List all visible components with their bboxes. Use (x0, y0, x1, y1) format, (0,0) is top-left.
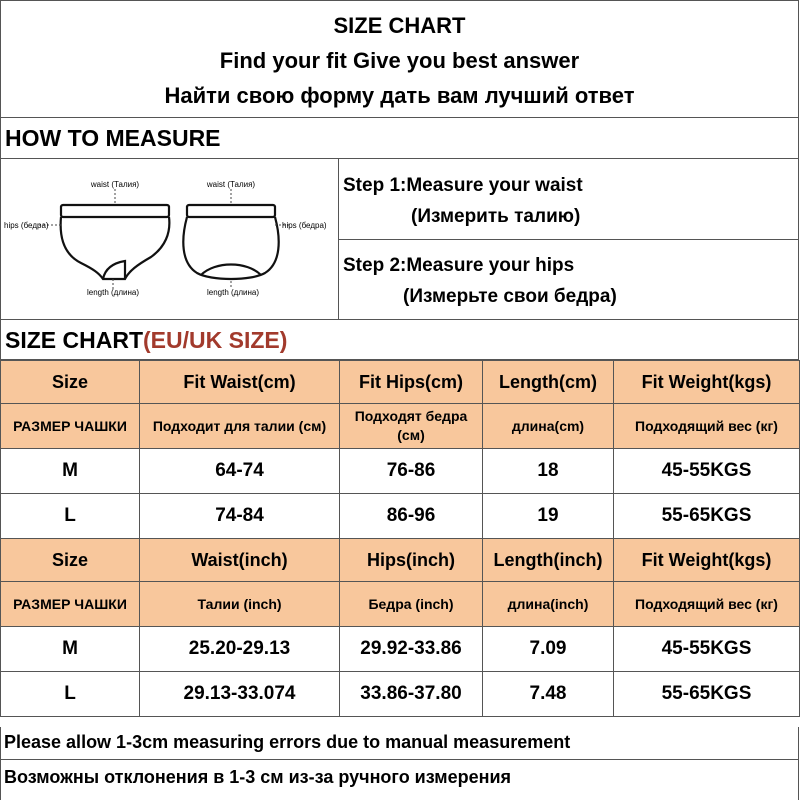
size-chart-heading-accent: (EU/UK SIZE) (143, 327, 288, 353)
cm-table-row-cell: 64-74 (140, 449, 340, 494)
cm-header-row-cell: Length(cm) (483, 361, 614, 404)
cm-table-row-cell: 76-86 (340, 449, 483, 494)
cm-header-row (1, 361, 800, 404)
footer-note-en: Please allow 1-3cm measuring errors due to manual measurement (0, 727, 799, 760)
inch-table-row-cell: M (1, 627, 140, 672)
step-2 (339, 239, 799, 319)
page-title: SIZE CHART (333, 13, 466, 38)
panties-diagram-icon (1, 159, 338, 319)
cm-header-row-cell: Fit Hips(cm) (340, 361, 483, 404)
inch-header-row-cell: Fit Weight(kgs) (614, 539, 800, 582)
title-block (0, 0, 799, 118)
length-label-right: length (длина) (206, 288, 260, 297)
back-seam-shape (201, 265, 261, 276)
inch-subheader-row (1, 582, 800, 627)
cm-table-row-cell: 19 (483, 494, 614, 539)
cm-table-row-cell: 74-84 (140, 494, 340, 539)
hips-label-left: hips (бедра) (4, 221, 49, 230)
inch-table-row-cell: L (1, 672, 140, 717)
cm-table-row-cell: 45-55KGS (614, 449, 800, 494)
length-label-left: length (длина) (86, 288, 140, 297)
size-chart-heading-text: SIZE CHART (5, 327, 143, 353)
inch-header-row-cell: Size (1, 539, 140, 582)
step-1-en: Step 1:Measure your waist (343, 175, 583, 196)
cm-table-row-cell: 18 (483, 449, 614, 494)
step-1 (339, 159, 799, 240)
cm-table-row (1, 494, 800, 539)
cm-subheader-row-cell: РАЗМЕР ЧАШКИ (1, 404, 140, 449)
front-gusset-shape (103, 261, 125, 279)
cm-subheader-row-cell: Подходящий вес (кг) (614, 404, 800, 449)
cm-subheader-row (1, 404, 800, 449)
inch-table-row-cell: 25.20-29.13 (140, 627, 340, 672)
subtitle-en: Find your fit Give you best answer (219, 48, 580, 73)
cm-subheader-row-cell: Подходит для талии (см) (140, 404, 340, 449)
inch-header-row-cell: Hips(inch) (340, 539, 483, 582)
cm-table-row-cell: 55-65KGS (614, 494, 800, 539)
inch-table-row-cell: 7.09 (483, 627, 614, 672)
inch-subheader-row-cell: Бедра (inch) (340, 582, 483, 627)
back-body-shape (183, 217, 278, 279)
step-1-ru: (Измерить талию) (411, 206, 581, 227)
measurement-diagram (1, 159, 339, 319)
cm-table-row-cell: L (1, 494, 140, 539)
back-waistband-shape (187, 205, 275, 217)
how-to-measure-heading: HOW TO MEASURE (0, 118, 799, 159)
subtitle-ru: Найти свою форму дать вам лучший ответ (164, 83, 635, 108)
hips-label-right: hips (бедра) (282, 221, 327, 230)
waist-label-right: waist (Талия) (206, 180, 256, 189)
front-waistband-shape (61, 205, 169, 217)
inch-table-row-cell: 45-55KGS (614, 627, 800, 672)
inch-subheader-row-cell: длина(inch) (483, 582, 614, 627)
cm-header-row-cell: Fit Waist(cm) (140, 361, 340, 404)
cm-header-row-cell: Fit Weight(kgs) (614, 361, 800, 404)
inch-table-row (1, 627, 800, 672)
front-body-shape (61, 217, 170, 279)
inch-table-row (1, 672, 800, 717)
inch-table-row-cell: 33.86-37.80 (340, 672, 483, 717)
inch-header-row-cell: Waist(inch) (140, 539, 340, 582)
inch-subheader-row-cell: Подходящий вес (кг) (614, 582, 800, 627)
inch-header-row-cell: Length(inch) (483, 539, 614, 582)
cm-table-row-cell: 86-96 (340, 494, 483, 539)
inch-table-row-cell: 55-65KGS (614, 672, 800, 717)
footer-note-ru: Возможны отклонения в 1-3 см из-за ручного измерения (0, 760, 799, 800)
cm-header-row-cell: Size (1, 361, 140, 404)
cm-subheader-row-cell: Подходят бедра (см) (340, 404, 483, 449)
cm-table-row-cell: M (1, 449, 140, 494)
inch-table-row-cell: 29.92-33.86 (340, 627, 483, 672)
step-2-ru: (Измерьте свои бедра) (403, 286, 617, 307)
waist-label-left: waist (Талия) (90, 180, 140, 189)
inch-subheader-row-cell: Талии (inch) (140, 582, 340, 627)
inch-table-row-cell: 7.48 (483, 672, 614, 717)
inch-subheader-row-cell: РАЗМЕР ЧАШКИ (1, 582, 140, 627)
size-chart-heading (0, 320, 799, 360)
size-table (0, 360, 800, 717)
step-2-en: Step 2:Measure your hips (343, 255, 575, 276)
inch-header-row (1, 539, 800, 582)
inch-table-row-cell: 29.13-33.074 (140, 672, 340, 717)
cm-subheader-row-cell: длина(cm) (483, 404, 614, 449)
measure-section (0, 159, 799, 320)
cm-table-row (1, 449, 800, 494)
